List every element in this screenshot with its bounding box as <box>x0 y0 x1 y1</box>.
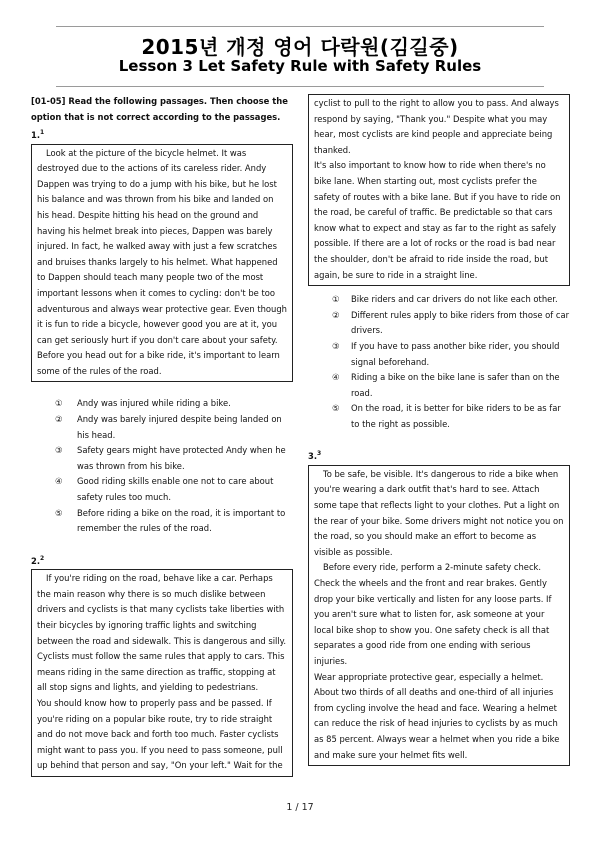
page-number: 1 / 17 <box>286 802 314 813</box>
question-2-choice-1[interactable]: ① Bike riders and car drivers do not like each other. <box>332 294 558 305</box>
question-3-number: 3.$^3$ <box>308 450 322 462</box>
question-1-passage: Look at the picture of the bicycle helmet. It was destroyed due to the actions of its careless rider. Andy Dappen was trying to do a jump with his bike, but he lost his balance and was thrown from his bike and landed on his head. Despite hitting his head on the ground and having his helmet break into pieces, Dappen was barely injured. In fact, he walked away with just a few scratches and bruises thanks largely to his helmet. What happened to Dappen should teach many people two of the most important lessons when it comes to cycling: don't be too adventurous and always wear protective gear. Even though it is fun to ride a bicycle, however good you are at it, you can get seriously hurt if you don't care about your safety. Before you head out for a bike ride, it's important to learn some of the rules of the road. <box>37 147 287 376</box>
question-3-passage-box <box>308 465 570 766</box>
question-1-choices <box>31 396 293 536</box>
document-title: 2015년 개정 영어 다락원(김길중) <box>141 35 459 59</box>
question-2-passage-continued-box <box>308 94 570 286</box>
question-2-number: 2.$^2$ <box>31 554 45 566</box>
right-column <box>308 94 570 766</box>
question-2-choice-5[interactable]: ⑤ On the road, it is better for bike riders to be as far to the right as possible. <box>332 403 561 429</box>
question-1-passage-box <box>31 144 293 383</box>
question-1-number: 1.$^1$ <box>31 129 45 140</box>
question-1-choice-3[interactable]: ③ Safety gears might have protected Andy when he was thrown from his bike. <box>55 445 286 471</box>
question-2-passage-box <box>31 569 293 777</box>
header-rule <box>56 86 544 87</box>
question-1-choice-2[interactable]: ② Andy was barely injured despite being landed on his head. <box>55 414 282 440</box>
question-2-choices <box>308 292 570 432</box>
question-2-choice-4[interactable]: ④ Riding a bike on the bike lane is safer than on the road. <box>332 372 560 398</box>
question-3-paragraph-2: Before every ride, perform a 2-minute safety check. Check the wheels and the front and rear brakes. Gently drop your bike vertically and listen for any loose parts. If you aren't sure what to listen for, ask someone at your local bike shop to show you. One safety check is all that separates a good ride from one ending with serious injuries. <box>314 562 552 666</box>
question-3-paragraph-3: Wear appropriate protective gear, especially a helmet. About two thirds of all deaths and one-third of all injuries from cycling involve the head and face. Wearing a helmet can reduce the risk of head injuries to cyclists by as much as 85 percent. Always wear a helmet when you ride a bike and make sure your helmet fits well. <box>314 671 560 760</box>
question-1-choice-5[interactable]: ⑤ Before riding a bike on the road, it is important to remember the rules of the road. <box>55 507 286 534</box>
question-1-choice-1[interactable]: ① Andy was injured while riding a bike. <box>55 398 231 409</box>
question-1-choice-4[interactable]: ④ Good riding skills enable one not to care about safety rules too much. <box>55 476 274 503</box>
question-2-paragraph-2: You should know how to properly pass and be passed. If you're riding on a popular bike route, try to ride straight and do not move back and forth too much. Faster cyclists might want to pass you. If you need to pass someone, pull up behind that person and say, "On your left." Wait for the <box>37 697 283 771</box>
question-2-paragraph-1: If you're riding on the road, behave like a car. Perhaps the main reason why there is so much dislike between drivers and cyclists is that many cyclists take liberties with their bicycles by ignoring traffic lights and switching between the road and sidewalk. This is dangerous and silly. Cyclists must follow the same rules that apply to cars. This means riding in the same direction as traffic, stopping at all stop signs and lights, and yielding to pedestrians. <box>37 573 287 693</box>
question-3-paragraph-1: To be safe, be visible. It's dangerous to ride a bike when you're wearing a dark outfit that's hard to see. Attach some tape that reflects light to your clothes. Put a light on the rear of your bike. Some drivers might not notice you on the road, so you should make an effort to become as visible as possible. <box>314 468 564 557</box>
instructions: [01-05] Read the following passages. Then choose the option that is not correct according to the passages. <box>31 96 288 122</box>
left-column <box>31 94 293 777</box>
document-subtitle: Lesson 3 Let Safety Rule with Safety Rules <box>118 57 482 75</box>
question-2-choice-3[interactable]: ③ If you have to pass another bike rider, you should signal beforehand. <box>332 340 560 367</box>
question-2-paragraph-2-continued: cyclist to pull to the right to allow you to pass. And always respond by saying, "Thank you." Despite what you may hear, most cyclists are kind people and appreciate being thanked. <box>314 98 559 155</box>
question-2-choice-2[interactable]: ② Different rules apply to bike riders from those of car drivers. <box>332 309 570 336</box>
top-rule <box>56 26 544 27</box>
question-2-paragraph-3: It's also important to know how to ride when there's no bike lane. When starting out, most cyclists prefer the safety of routes with a bike lane. But if you have to ride on the road, be careful of traffic. Be predictable so that cars know what to expect and stay as far to the right as safely possible. If there are a lot of rocks or the road is bad near the shoulder, don't be afraid to ride inside the road, but again, be sure to ride in a straight line. <box>314 160 561 280</box>
